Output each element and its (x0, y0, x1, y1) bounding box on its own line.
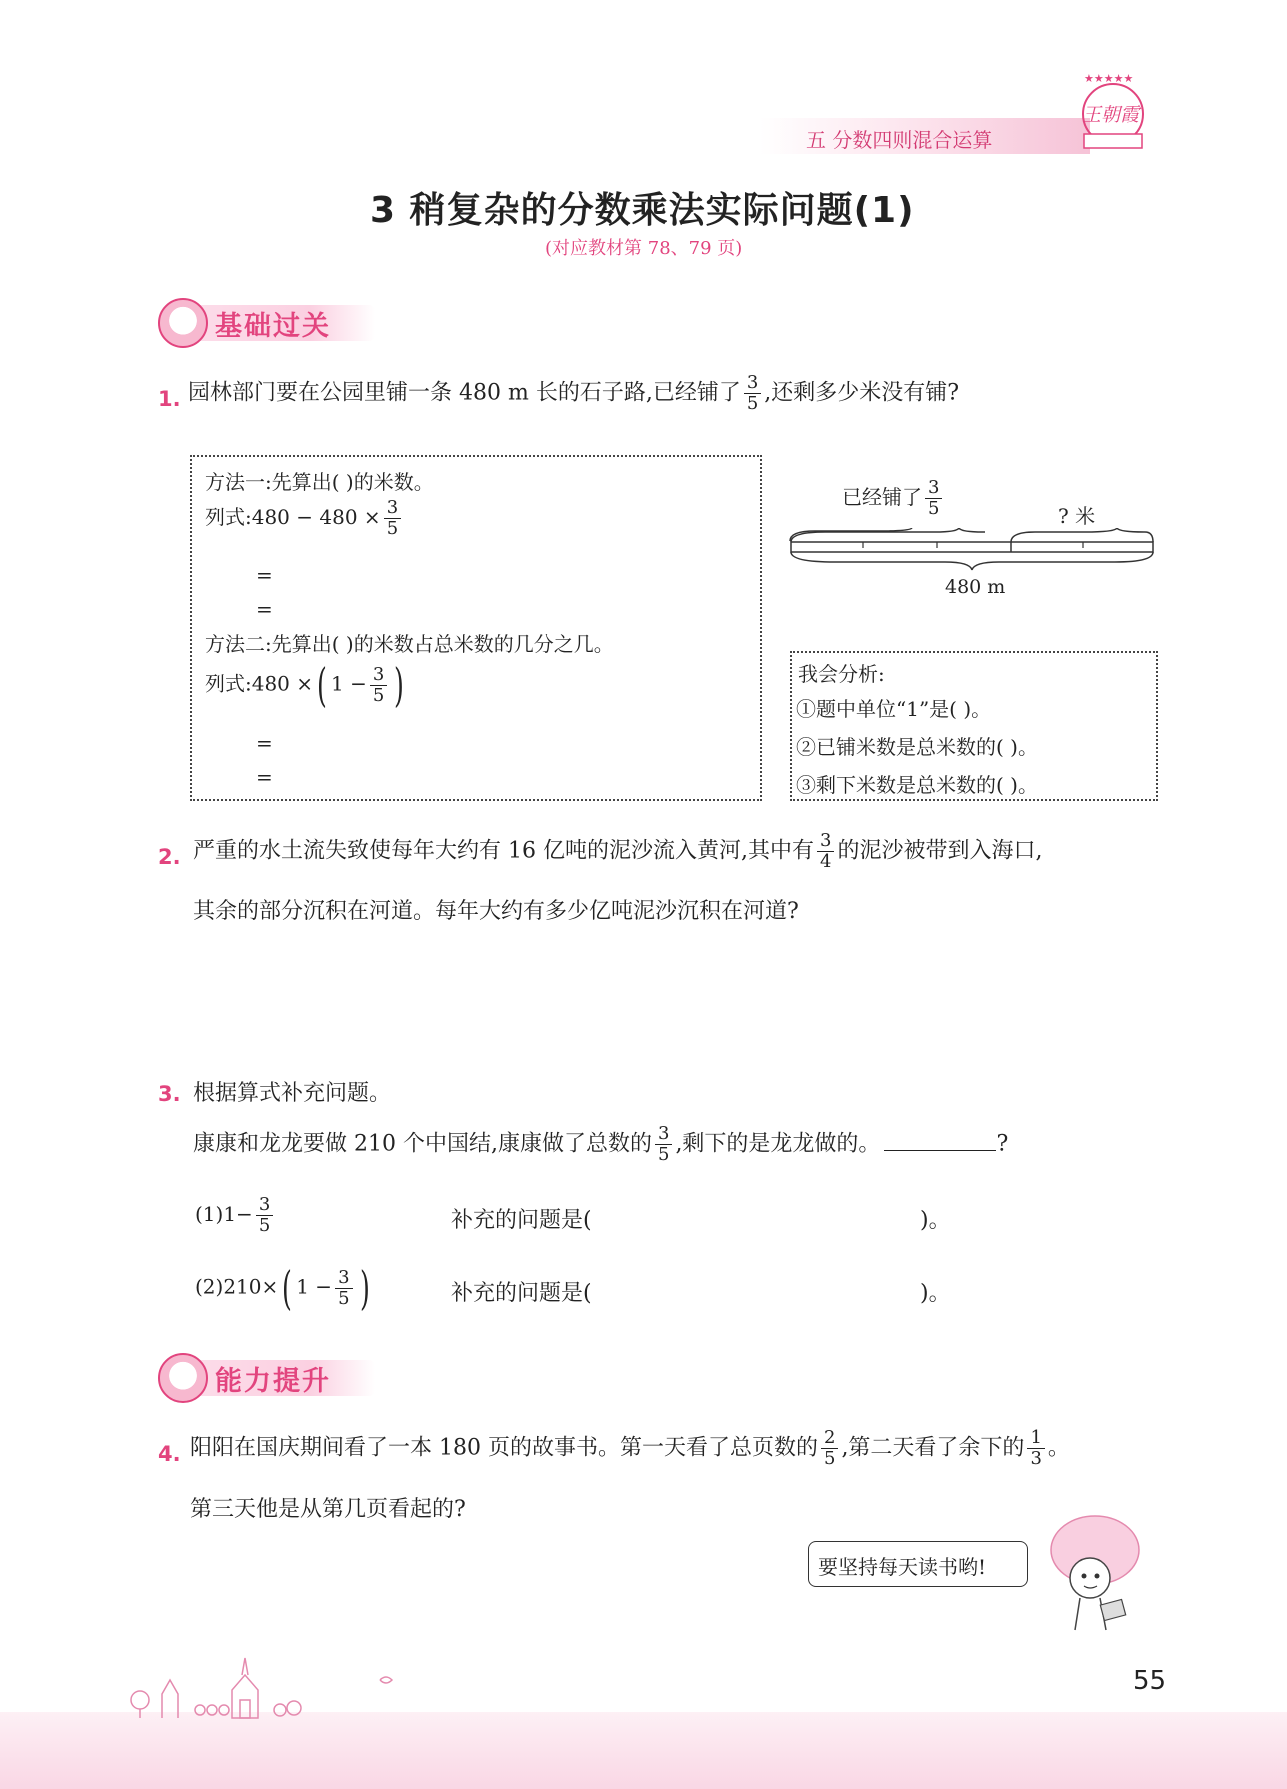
logo-text: 王朝霞 (1082, 104, 1140, 126)
q1-number: 1. (158, 387, 181, 411)
page-number: 55 (1133, 1666, 1167, 1696)
q3-sub1-ask: 补充的问题是( (451, 1208, 592, 1233)
q1-text: 园林部门要在公园里铺一条 480 m 长的石子路,已经铺了 $\frac{3}{5}$ ,还剩多少米没有铺? (188, 372, 960, 414)
q3-sub2-ask: 补充的问题是( (451, 1281, 592, 1306)
q1-method1-eq2: = (256, 597, 273, 621)
diagram-total-label: 480 m (945, 576, 1006, 598)
q1-fraction: $\frac{3}{5}$ (744, 373, 761, 414)
chapter-title: 五 分数四则混合运算 (806, 128, 993, 152)
segment-diagram (785, 528, 1160, 576)
q3-text: 根据算式补充问题。 (193, 1081, 392, 1106)
diagram-paved-label: 已经铺了 $\frac{3}{5}$ (842, 478, 945, 519)
svg-text:★★★★★: ★★★★★ (1084, 72, 1134, 85)
q1-method2-eq2: = (256, 765, 273, 789)
q2-number: 2. (158, 845, 181, 869)
q3-sub2-ask-end: )。 (920, 1281, 951, 1306)
q3-sub1-ask-end: )。 (920, 1208, 951, 1233)
boy-mascot-icon (158, 1353, 208, 1403)
analysis-item-3: ③剩下米数是总米数的( )。 (796, 773, 1038, 797)
q3-number: 3. (158, 1082, 181, 1106)
q4-text: 阳阳在国庆期间看了一本 180 页的故事书。第一天看了总页数的 $\frac{2}{5}$ ,第二天看了余下的 $\frac{1}{3}$ 。 (190, 1427, 1070, 1469)
q1-method1: 方法一:先算出( )的米数。 (205, 470, 434, 494)
page-title: 3 稍复杂的分数乘法实际问题(1) (370, 190, 915, 231)
q3-sub1: (1)1− $\frac{3}{5}$ (195, 1195, 276, 1236)
analysis-title: 我会分析: (798, 662, 885, 686)
q3-story: 康康和龙龙要做 210 个中国结,康康做了总数的 $\frac{3}{5}$ ,剩下的是龙龙做的。 ? (193, 1123, 1009, 1165)
q1-method2: 方法二:先算出( )的米数占总米数的几分之几。 (205, 632, 614, 656)
footer-town-illustration (120, 1650, 420, 1724)
q2-text: 严重的水土流失致使每年大约有 16 亿吨的泥沙流入黄河,其中有 $\frac{3}{4}$ 的泥沙被带到入海口, (193, 830, 1043, 872)
textbook-reference: (对应教材第 78、79 页) (545, 238, 743, 259)
reading-mascot-icon (1040, 1510, 1150, 1644)
q3-answer-blank[interactable] (884, 1128, 996, 1151)
q4-text-line2: 第三天他是从第几页看起的? (190, 1497, 466, 1522)
speech-bubble-text: 要坚持每天读书哟! (818, 1555, 987, 1579)
analysis-item-1: ①题中单位“1”是( )。 (796, 697, 992, 721)
q3-sub2: (2)210×( 1 − $\frac{3}{5}$ ) (195, 1261, 370, 1315)
q1-method1-eq1: = (256, 563, 273, 587)
q1-method2-formula: 列式:480 ×( 1 − $\frac{3}{5}$ ) (205, 658, 405, 712)
q4-number: 4. (158, 1442, 181, 1466)
q1-method2-eq1: = (256, 731, 273, 755)
q1-method1-formula: 列式:480 − 480 × $\frac{3}{5}$ (205, 498, 404, 539)
q2-text-line2: 其余的部分沉积在河道。每年大约有多少亿吨泥沙沉积在河道? (193, 899, 799, 924)
section-basic: 基础过关 (215, 311, 331, 342)
analysis-item-2: ②已铺米数是总米数的( )。 (796, 735, 1038, 759)
diagram-remain-label: ? 米 (1058, 504, 1096, 528)
girl-mascot-icon (158, 298, 208, 348)
section-advanced: 能力提升 (215, 1366, 331, 1397)
